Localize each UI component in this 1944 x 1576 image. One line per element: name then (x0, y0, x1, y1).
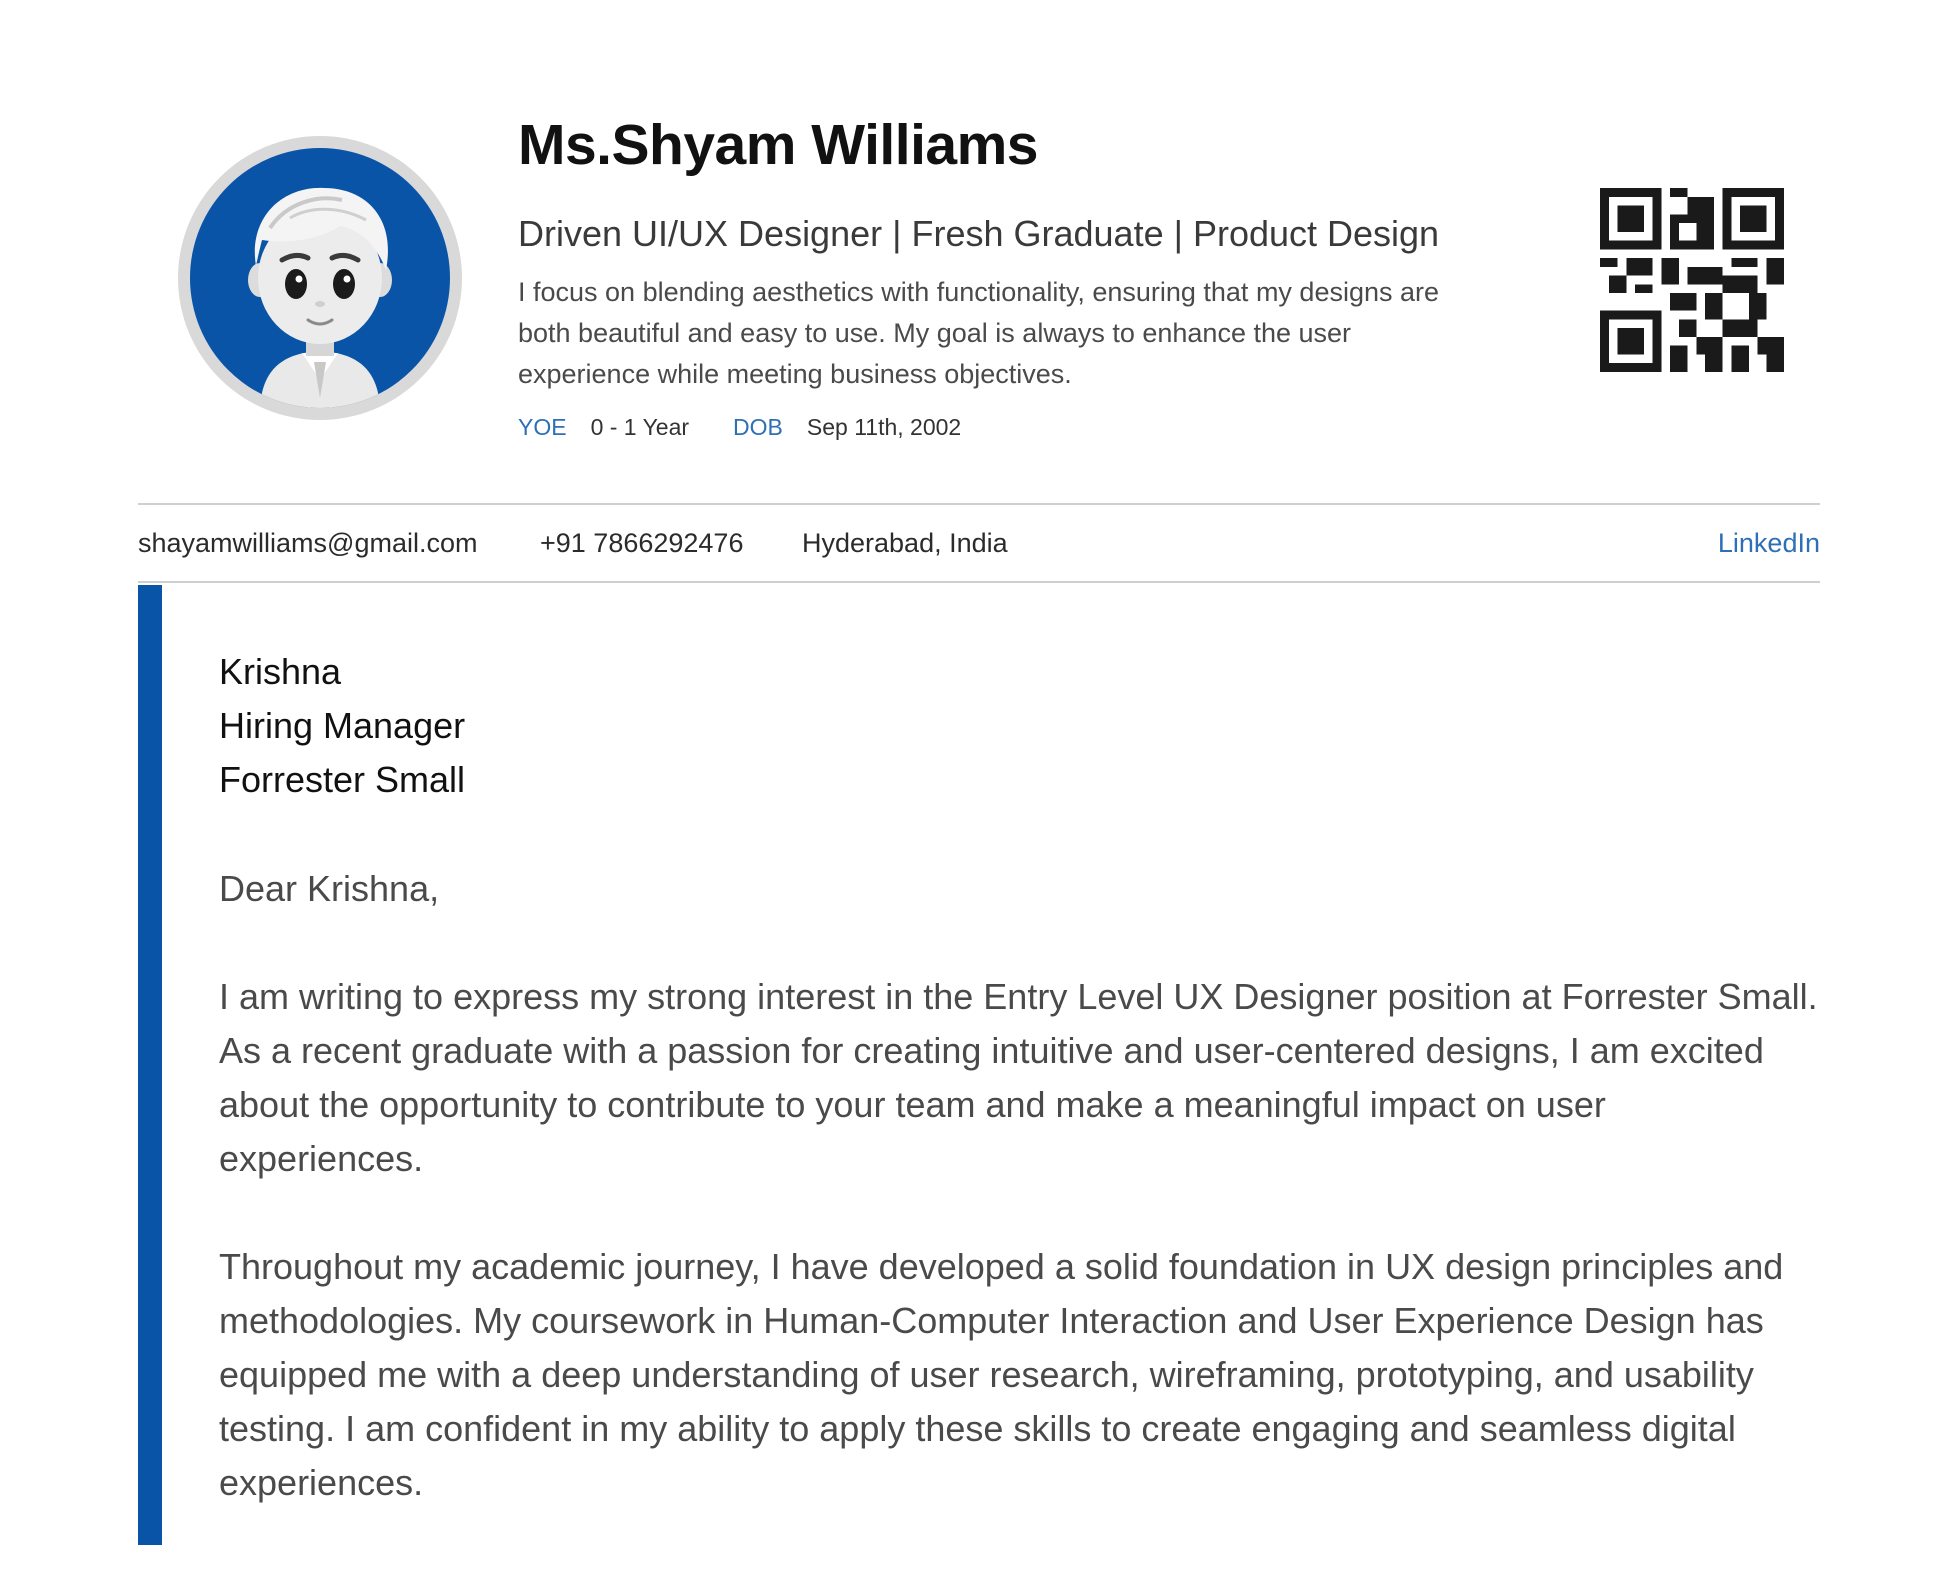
avatar (178, 136, 462, 420)
cartoon-avatar-icon (190, 148, 450, 408)
recipient-company: Forrester Small (219, 759, 466, 800)
recipient-title: Hiring Manager (219, 705, 466, 746)
letter-paragraph: I am writing to express my strong interest in the Entry Level UX Designer position at Forrester Small. As a recent graduate with a passion for creating intuitive and user-centered designs, I am excited about the opportunity to contribute to your team and make a meaningful impact on user experiences. (219, 976, 1818, 1179)
contact-phone[interactable]: +91 7866292476 (540, 528, 744, 558)
recipient-block (219, 645, 465, 807)
dob-value: Sep 11th, 2002 (806, 414, 962, 440)
candidate-headline: Driven UI/UX Designer | Fresh Graduate | Product Design (518, 213, 1440, 254)
qr-code-icon (1600, 188, 1784, 377)
letter-paragraph: Throughout my academic journey, I have developed a solid foundation in UX design principles and methodologies. My coursework in Human-Computer Interaction and User Experience Design has equipped me with a deep understanding of user research, wireframing, prototyping, and usability testing. I am confident in my ability to apply these skills to create engaging and seamless digital experiences. (219, 1246, 1784, 1503)
letter-body (219, 862, 1819, 1564)
contact-divider-bottom (138, 581, 1820, 583)
accent-bar (138, 585, 162, 1545)
candidate-name: Ms.Shyam Williams (518, 113, 1039, 177)
candidate-summary: I focus on blending aesthetics with functionality, ensuring that my designs are both beautiful and easy to use. My goal is always to enhance the user experience while meeting business objectives. (518, 277, 1440, 389)
recipient-name: Krishna (219, 651, 342, 692)
contact-email[interactable]: shayamwilliams@gmail.com (138, 528, 478, 558)
candidate-meta (518, 414, 1005, 441)
contact-divider-top (138, 503, 1820, 505)
yoe-label: YOE (518, 414, 567, 440)
dob-label: DOB (733, 414, 783, 440)
linkedin-link[interactable]: LinkedIn (1717, 528, 1820, 558)
yoe-value: 0 - 1 Year (590, 414, 690, 440)
contact-location: Hyderabad, India (802, 528, 1008, 558)
salutation: Dear Krishna, (219, 868, 440, 909)
